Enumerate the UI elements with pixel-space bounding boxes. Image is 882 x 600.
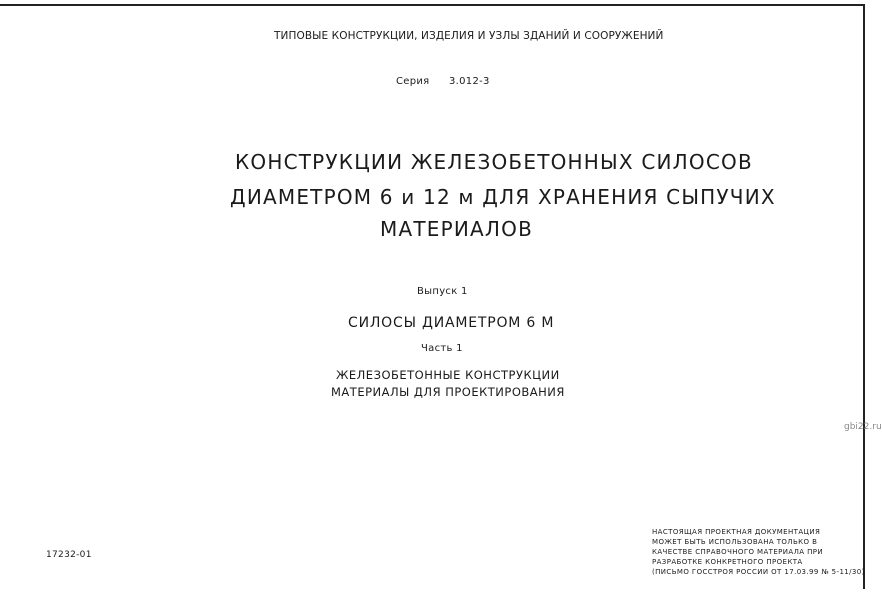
- sheet-frame-top: [0, 4, 863, 6]
- document-title-line-2: ДИАМЕТРОМ 6 и 12 м ДЛЯ ХРАНЕНИЯ СЫПУЧИХ: [230, 185, 776, 209]
- issue-subtitle: СИЛОСЫ ДИАМЕТРОМ 6 М: [348, 315, 555, 331]
- usage-note-line: КАЧЕСТВЕ СПРАВОЧНОГО МАТЕРИАЛА ПРИ: [652, 548, 824, 556]
- series-number: 3.012-3: [448, 76, 490, 87]
- part-description-line-2: МАТЕРИАЛЫ ДЛЯ ПРОЕКТИРОВАНИЯ: [331, 385, 565, 399]
- document-title-line-1: КОНСТРУКЦИИ ЖЕЛЕЗОБЕТОННЫХ СИЛОСОВ: [235, 150, 753, 174]
- catalog-header: ТИПОВЫЕ КОНСТРУКЦИИ, ИЗДЕЛИЯ И УЗЛЫ ЗДАНИЙ И СООРУЖЕНИЙ: [274, 30, 664, 42]
- usage-note: [652, 527, 867, 577]
- usage-note-line: (ПИСЬМО ГОССТРОЯ РОССИИ ОТ 17.03.99 № 5-11/30): [652, 568, 865, 576]
- part-description-line-1: ЖЕЛЕЗОБЕТОННЫЕ КОНСТРУКЦИИ: [336, 368, 560, 382]
- document-title-line-3: МАТЕРИАЛОВ: [380, 217, 533, 241]
- watermark: gbi22.ru: [844, 422, 882, 432]
- document-code: 17232-01: [46, 550, 92, 560]
- sheet-frame-right: [863, 4, 865, 589]
- series-line: [396, 76, 490, 87]
- part-label: Часть 1: [421, 343, 463, 354]
- usage-note-line: МОЖЕТ БЫТЬ ИСПОЛЬЗОВАНА ТОЛЬКО В: [652, 538, 818, 546]
- issue-label: Выпуск 1: [417, 286, 468, 297]
- usage-note-line: РАЗРАБОТКЕ КОНКРЕТНОГО ПРОЕКТА: [652, 558, 803, 566]
- usage-note-line: НАСТОЯЩАЯ ПРОЕКТНАЯ ДОКУМЕНТАЦИЯ: [652, 528, 821, 536]
- series-label: Серия: [396, 76, 430, 87]
